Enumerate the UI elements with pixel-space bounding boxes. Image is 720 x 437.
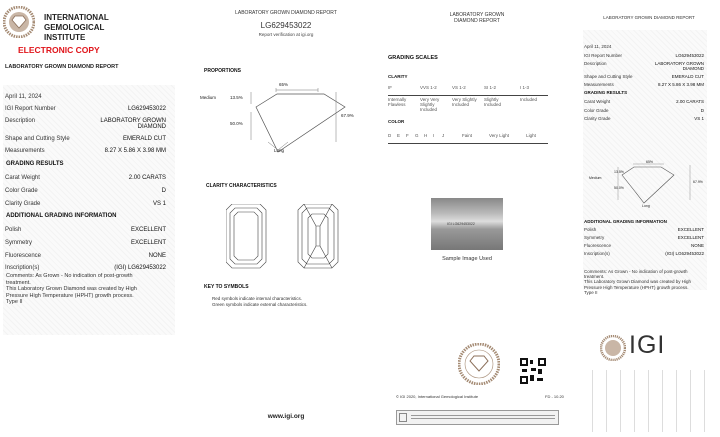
detail-row xyxy=(584,251,704,256)
shape-value: EMERALD CUT xyxy=(122,136,166,142)
key-line: Red symbols indicate internal characteristics. xyxy=(212,296,303,301)
label: IGI Report Number xyxy=(5,106,56,112)
color-term: Faint xyxy=(461,133,472,138)
copyright-text: © IGI 2020, International Gemological Institute xyxy=(396,394,479,399)
grading-results-heading: GRADING RESULTS xyxy=(6,161,64,167)
label: April 11, 2024 xyxy=(584,44,612,49)
verification-text: Report verification at igi.org xyxy=(258,32,314,37)
clarity-grade: VS 1-2 xyxy=(452,85,466,90)
detail-row xyxy=(584,82,704,87)
label: Measurements xyxy=(5,148,45,154)
color-grade: E xyxy=(397,133,401,138)
igi-logo-text: IGI xyxy=(629,331,666,359)
clarity-scale xyxy=(388,85,548,112)
value: NONE xyxy=(690,243,704,248)
detail-row xyxy=(584,74,704,79)
clarity-value: VS 1 xyxy=(152,201,166,207)
label: Description xyxy=(5,118,36,124)
right-panel xyxy=(578,0,720,437)
label: Carat Weight xyxy=(5,175,40,181)
detail-row xyxy=(584,108,704,113)
detail-row xyxy=(584,116,704,121)
value: (IGI) LG629453022 xyxy=(665,251,704,256)
value: EXCELLENT xyxy=(677,227,704,232)
igi-seal-icon xyxy=(600,335,626,361)
clarity-plot-diagrams xyxy=(226,204,346,272)
detail-row xyxy=(584,243,704,248)
left-panel xyxy=(0,0,196,437)
label: Shape and Cutting Style xyxy=(5,136,70,142)
depth-percent: 67.9% xyxy=(341,113,354,118)
label: Polish xyxy=(5,227,22,233)
key-line: Green symbols indicate external characteristics. xyxy=(212,302,308,307)
depth-percent: 67.9% xyxy=(693,180,703,184)
culet-label: Long xyxy=(274,148,285,153)
detail-row xyxy=(584,227,704,232)
value: VS 1 xyxy=(694,116,704,121)
description-value: LABORATORY GROWN DIAMOND xyxy=(100,118,166,130)
value: EMERALD CUT xyxy=(671,74,704,79)
label: Fluorescence xyxy=(5,253,42,259)
color-scale xyxy=(388,133,548,138)
value: 2.00 CARATS xyxy=(676,99,704,104)
divider xyxy=(388,95,548,96)
divider xyxy=(388,143,548,144)
label: ADDITIONAL GRADING INFORMATION xyxy=(584,219,667,224)
label: Description xyxy=(584,61,607,66)
detail-row xyxy=(584,61,704,71)
clarity-description: Very Slightly Included xyxy=(452,97,477,107)
center-panel xyxy=(196,0,376,437)
center-title: LABORATORY GROWN DIAMOND REPORT xyxy=(235,10,337,16)
polish-value: EXCELLENT xyxy=(130,227,166,233)
detail-row xyxy=(584,99,704,104)
fluorescence-value: NONE xyxy=(148,253,166,259)
culet-label: Long xyxy=(642,204,650,208)
color-term: Very Light xyxy=(488,133,509,138)
label: Inscription(s) xyxy=(5,265,40,271)
proportions-diagram xyxy=(226,82,356,154)
clarity-description: Internally Flawless xyxy=(388,97,407,107)
measurements-value: 8.27 X 5.86 X 3.98 MM xyxy=(104,148,166,154)
value: LG629453022 xyxy=(675,53,704,58)
detail-row xyxy=(584,90,704,95)
label: Color Grade xyxy=(5,188,38,194)
girdle-label: Medium xyxy=(200,95,217,100)
name-line: GEMOLOGICAL xyxy=(44,23,105,32)
electronic-copy-label: ELECTRONIC COPY xyxy=(18,45,100,55)
clarity-grade: VVS 1-2 xyxy=(420,85,437,90)
igi-seal-icon xyxy=(458,343,500,385)
form-code: FD - 10.20 xyxy=(545,394,564,399)
color-grade: J xyxy=(442,133,445,138)
color-grade: D xyxy=(388,133,392,138)
website-link[interactable]: www.igi.org xyxy=(267,413,305,420)
security-notice-box xyxy=(396,410,559,425)
scales-panel xyxy=(376,0,578,437)
color-grade: H xyxy=(424,133,428,138)
color-grade: I xyxy=(433,133,435,138)
name-line: INTERNATIONAL xyxy=(44,13,109,22)
right-title: LABORATORY GROWN DIAMOND REPORT xyxy=(603,15,695,20)
title-line: LABORATORY GROWN xyxy=(449,12,505,18)
clarity-description: Very Very Slightly Included xyxy=(420,97,440,112)
clarity-characteristics-heading: CLARITY CHARACTERISTICS xyxy=(206,183,277,189)
sample-inscription-text: IGI LG629453022 xyxy=(447,222,475,226)
comments: Comments: As Grown - No indication of post-growth treatment. This Laboratory Grown Diamond was created by High Pressure High Temperature (HPHT) growth process. Type II xyxy=(584,269,692,295)
girdle-label: Medium xyxy=(589,176,602,180)
clarity-description: Slightly Included xyxy=(484,97,502,107)
report-date: April 11, 2024 xyxy=(5,94,42,100)
color-scale-label: COLOR xyxy=(388,119,405,124)
value: 8.27 X 5.86 X 3.98 MM xyxy=(657,82,704,87)
value: LABORATORY GROWN DIAMOND xyxy=(654,61,704,71)
label: Color Grade xyxy=(584,108,609,113)
crown-percent: 13.5% xyxy=(230,95,243,100)
crown-percent: 13.5% xyxy=(614,170,624,174)
table-percent: 65% xyxy=(279,82,289,87)
igi-seal-icon xyxy=(3,6,35,38)
proportions-diagram xyxy=(588,155,698,210)
name-line: INSTITUTE xyxy=(44,33,86,42)
clarity-grade: IF xyxy=(388,85,392,90)
rotated-summary-text xyxy=(584,370,708,432)
label: Clarity Grade xyxy=(5,201,41,207)
detail-row xyxy=(584,53,704,58)
pavilion-percent: 50.0% xyxy=(230,121,243,126)
key-symbols-heading: KEY TO SYMBOLS xyxy=(204,284,249,290)
color-value: D xyxy=(161,188,166,194)
clarity-scale-label: CLARITY xyxy=(388,74,408,79)
label: Symmetry xyxy=(5,240,32,246)
sample-inscription-image xyxy=(431,198,503,250)
label: Measurements xyxy=(584,82,614,87)
label: Polish xyxy=(584,227,597,232)
detail-row xyxy=(584,44,704,49)
carat-value: 2.00 CARATS xyxy=(128,175,166,181)
qr-code-icon[interactable] xyxy=(519,357,547,385)
report-title: LABORATORY GROWN DIAMOND REPORT xyxy=(5,64,119,70)
symmetry-value: EXCELLENT xyxy=(130,240,166,246)
pavilion-percent: 50.0% xyxy=(614,186,624,190)
proportions-heading: PROPORTIONS xyxy=(204,68,241,74)
color-grade: F xyxy=(406,133,409,138)
label: Symmetry xyxy=(584,235,605,240)
scales-title xyxy=(376,12,578,24)
additional-heading: ADDITIONAL GRADING INFORMATION xyxy=(6,213,117,219)
document-icon xyxy=(399,413,407,422)
detail-row xyxy=(584,219,704,224)
label: Fluorescence xyxy=(584,243,612,248)
label: Shape and Cutting Style xyxy=(584,74,633,79)
label: Clarity Grade xyxy=(584,116,611,121)
center-report-number: LG629453022 xyxy=(260,21,312,30)
color-grade: G xyxy=(415,133,419,138)
clarity-grade: I 1-3 xyxy=(520,85,530,90)
grading-scales-heading: GRADING SCALES xyxy=(388,55,438,61)
detail-row xyxy=(584,235,704,240)
clarity-grade: SI 1-2 xyxy=(484,85,497,90)
table-percent: 65% xyxy=(646,160,654,164)
label: GRADING RESULTS xyxy=(584,90,628,95)
inscription-value: (IGI) LG629453022 xyxy=(114,265,166,271)
report-number-value: LG629453022 xyxy=(127,106,166,112)
title-line: DIAMOND REPORT xyxy=(454,18,500,24)
notice-lines xyxy=(411,415,555,416)
label: Inscription(s) xyxy=(584,251,610,256)
label: IGI Report Number xyxy=(584,53,623,58)
label: Carat Weight xyxy=(584,99,611,104)
clarity-description: Included xyxy=(520,97,538,102)
comments: Comments: As Grown - No indication of post-growth treatment. This Laboratory Grown Diamond was created by High Pressure High Temperature (HPHT) growth process. Type II xyxy=(6,273,137,305)
color-term: Light xyxy=(526,133,536,138)
value: D xyxy=(700,108,704,113)
institute-name xyxy=(44,13,109,43)
sample-caption: Sample Image Used xyxy=(442,256,492,262)
value: EXCELLENT xyxy=(677,235,704,240)
